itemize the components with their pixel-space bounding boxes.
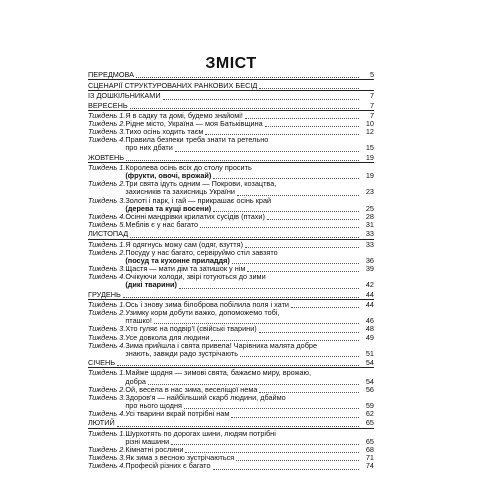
- entry-title: ПЕРЕДМОВА: [88, 69, 135, 79]
- toc-section-row: [88, 101, 374, 111]
- week-label: Тиждень 3.: [88, 332, 126, 342]
- page-number: 44: [365, 289, 374, 299]
- page-number: 7: [369, 91, 374, 101]
- toc-entry-row: [88, 350, 374, 358]
- week-label: Тиждень 1.: [88, 368, 126, 378]
- week-label: Тиждень 2.: [88, 247, 126, 257]
- page-number: 54: [365, 376, 374, 386]
- week-label: Тиждень 1.: [88, 239, 126, 249]
- entry-title: Три свята ідуть одним — Покрови, козацтва,: [125, 179, 277, 189]
- entry-title: Очікуючи холоди, звірі готуються до зими: [125, 272, 266, 282]
- toc-entry-row: [88, 92, 374, 100]
- page-number: 19: [365, 171, 374, 181]
- dot-leader: [175, 150, 359, 152]
- page-number: 19: [365, 152, 374, 162]
- dot-leader: [236, 459, 359, 461]
- toc-entry-row: [88, 282, 374, 290]
- entry-title: Посуду у нас багато, сервіруймо стіл завзято: [125, 247, 278, 257]
- dot-leader: [163, 98, 359, 100]
- entry-title: Хто гуляє на подвір'ї (свійські тварини): [125, 324, 257, 334]
- dot-leader: [232, 262, 359, 264]
- week-label: Тиждень 2.: [88, 179, 126, 189]
- page-number: 23: [365, 187, 374, 197]
- dot-leader: [130, 236, 359, 238]
- week-label: Тиждень 2.: [88, 384, 126, 394]
- entry-title: Як зима з весною зустрічаються: [125, 453, 235, 463]
- dot-leader: [171, 443, 359, 445]
- entry-title: Здоров'я — найбільший скарб людини, дбаймо: [125, 392, 286, 402]
- entry-title: Узимку корм добути важко, допоможемо тобі,: [125, 308, 280, 318]
- week-label: Тиждень 4.: [88, 340, 126, 350]
- week-label: Тиждень 1.: [88, 110, 126, 120]
- entry-title: Кімнатні рослини: [125, 445, 184, 455]
- entry-title: Майже щодня — зимові свята, бажаємо миру, врожаю,: [125, 368, 312, 378]
- dot-leader: [179, 287, 359, 289]
- entry-title: ІЗ ДОШКІЛЬНИКАМИ: [88, 91, 161, 101]
- dot-leader: [254, 170, 359, 171]
- entry-title: про них дбати: [125, 143, 173, 153]
- page-number: 36: [365, 255, 374, 265]
- entry-title: знають, завжди радо зустрічають: [125, 348, 239, 358]
- entry-title: добра: [125, 376, 146, 386]
- dot-leader: [259, 87, 359, 89]
- page-number: 44: [365, 299, 374, 309]
- dot-leader: [130, 107, 359, 109]
- week-label: Тиждень 3.: [88, 264, 126, 274]
- week-label: Тиждень 4.: [88, 409, 126, 419]
- entry-title: захисників та захисниць України: [125, 187, 235, 197]
- entry-title: різні машини: [125, 436, 170, 446]
- page-number: 15: [365, 143, 374, 153]
- page-number: 39: [365, 264, 374, 274]
- entry-title: Рідне місто, Україна — моя Батьківщина: [125, 118, 263, 128]
- page-number: 51: [365, 348, 374, 358]
- dot-leader: [273, 203, 359, 204]
- entry-title: (посуд та кухонне приладдя): [125, 255, 230, 265]
- toc-entry-row: [88, 410, 374, 418]
- week-label: Тиждень 2.: [88, 308, 126, 318]
- dot-leader: [136, 76, 359, 78]
- week-label: Тиждень 4.: [88, 135, 126, 145]
- entry-title: СЦЕНАРІЇ СТРУКТУРОВАНИХ РАНКОВИХ БЕСІД: [88, 81, 258, 91]
- dot-leader: [278, 186, 359, 187]
- dot-leader: [240, 355, 359, 357]
- toc-section-row: [88, 358, 374, 368]
- entry-title: Зима прийшла і свята привела! Чарівника малята добре: [125, 340, 318, 350]
- dot-leader: [270, 143, 359, 144]
- dot-leader: [259, 331, 359, 333]
- week-label: Тиждень 1.: [88, 162, 126, 172]
- week-label: Тиждень 3.: [88, 453, 126, 463]
- page-number: 49: [365, 332, 374, 342]
- dot-leader: [231, 416, 359, 418]
- entry-title: Усі тварини вкрай потрібні нам: [125, 409, 230, 419]
- dot-leader: [267, 218, 359, 220]
- dot-leader: [117, 364, 359, 366]
- toc-section-row: [88, 153, 374, 163]
- dot-leader: [117, 425, 359, 427]
- entry-title: ВЕРЕСЕНЬ: [88, 100, 128, 110]
- entry-title: Я в садку та домі, будемо знайомі!: [125, 110, 243, 120]
- entry-title: Професій різних є багато: [125, 461, 211, 471]
- dot-leader: [288, 400, 359, 401]
- week-label: Тиждень 2.: [88, 445, 126, 455]
- toc-page: [88, 0, 374, 480]
- page-number: 56: [365, 384, 374, 394]
- week-label: Тиждень 3.: [88, 324, 126, 334]
- page-number: 31: [365, 220, 374, 230]
- entry-title: ЖОВТЕНЬ: [88, 152, 125, 162]
- toc-section-row: [88, 81, 374, 91]
- toc-entry-row: [88, 221, 374, 229]
- page-number: 46: [365, 316, 374, 326]
- entry-title: Правила безпеки треба знати та ретельно: [125, 135, 269, 145]
- entry-title: ЛИСТОПАД: [88, 229, 129, 239]
- page-number: 65: [365, 436, 374, 446]
- dot-leader: [123, 296, 359, 298]
- dot-leader: [313, 376, 359, 377]
- dot-leader: [268, 280, 359, 281]
- page-number: 62: [365, 409, 374, 419]
- page-number: 71: [365, 453, 374, 463]
- entry-title: (фрукти, овочі, врожай): [125, 171, 212, 181]
- week-label: Тиждень 1.: [88, 299, 126, 309]
- entry-title: Усе довкола для людини: [125, 332, 210, 342]
- entry-title: СІЧЕНЬ: [88, 358, 116, 368]
- dot-leader: [278, 436, 359, 437]
- page-number: 7: [369, 110, 374, 120]
- entry-title: (дикі тварини): [125, 280, 177, 290]
- entry-title: Шурхотять по дорогах шини, людям потрібні: [125, 428, 276, 438]
- page-number: 28: [365, 211, 374, 221]
- page-number: 68: [365, 445, 374, 455]
- toc-section-row: [88, 290, 374, 300]
- page-title: ЗМІСТ: [205, 55, 257, 72]
- week-label: Тиждень 3.: [88, 195, 126, 205]
- entry-title: Осінні мандрівки крилатих сусідів (птахи): [125, 211, 265, 221]
- page-number: 10: [365, 118, 374, 128]
- dot-leader: [213, 468, 360, 470]
- dot-leader: [200, 226, 359, 228]
- entry-title: ГРУДЕНЬ: [88, 289, 121, 299]
- dot-leader: [280, 255, 359, 256]
- page-number: 65: [365, 418, 374, 428]
- toc-section-row: [88, 419, 374, 429]
- toc-entry-row: [88, 462, 374, 470]
- toc-section-row: [88, 70, 374, 80]
- page-number: 33: [365, 239, 374, 249]
- entry-title: пташко!: [125, 316, 152, 326]
- entry-title: Золоті і парк, і гай — прикрашає осінь край: [125, 195, 272, 205]
- page-number: 48: [365, 324, 374, 334]
- week-label: Тиждень 4.: [88, 272, 126, 282]
- week-label: Тиждень 3.: [88, 392, 126, 402]
- page-number: 59: [365, 401, 374, 411]
- week-label: Тиждень 3.: [88, 127, 126, 137]
- dot-leader: [281, 315, 359, 316]
- entry-title: Тихо осінь ходить таєм: [125, 127, 204, 137]
- page-number: 25: [365, 203, 374, 213]
- toc-section-row: [88, 229, 374, 239]
- page-number: 74: [365, 461, 374, 471]
- page-number: 42: [365, 280, 374, 290]
- page-number: 12: [365, 127, 374, 137]
- page-number: 33: [365, 229, 374, 239]
- dot-leader: [265, 125, 359, 127]
- entry-title: про нього щодня: [125, 401, 182, 411]
- week-label: Тиждень 2.: [88, 118, 126, 128]
- entry-title: Я одягнусь можу сам (одяг, взуття): [125, 239, 244, 249]
- page-number: 5: [369, 69, 374, 79]
- entry-title: ЛЮТИЙ: [88, 418, 115, 428]
- week-label: Тиждень 1.: [88, 428, 126, 438]
- entry-title: Ой, весела в нас зима, веселіщої нема: [125, 384, 258, 394]
- week-label: Тиждень 5.: [88, 220, 126, 230]
- dot-leader: [319, 348, 359, 349]
- page-number: 54: [365, 358, 374, 368]
- week-label: Тиждень 4.: [88, 461, 126, 471]
- table-of-contents: [88, 70, 374, 471]
- entry-title: Щастя — мати дім та затишок у нім: [125, 264, 246, 274]
- entry-title: Меблів є у нас багато: [125, 220, 199, 230]
- toc-entry-row: [88, 145, 374, 153]
- entry-title: Королева осінь всіх до столу просить: [125, 162, 252, 172]
- entry-title: (дерева та кущі восени): [125, 203, 212, 213]
- dot-leader: [126, 159, 359, 161]
- page-number: 7: [369, 100, 374, 110]
- dot-leader: [291, 306, 359, 308]
- week-label: Тиждень 4.: [88, 211, 126, 221]
- entry-title: Ось і знову зима білоброва побілила поля і хати: [125, 299, 289, 309]
